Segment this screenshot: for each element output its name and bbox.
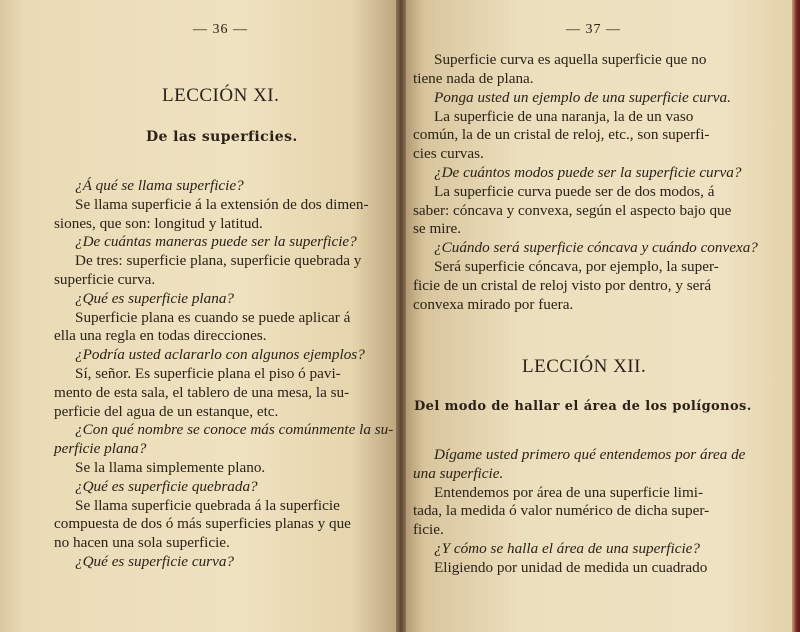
text-line: Se llama superficie á la extensión de dos dimen-	[75, 196, 369, 213]
question-line: ¿De cuántos modos puede ser la superficie curva?	[434, 164, 742, 181]
question-line: ¿Cuándo será superficie cóncava y cuándo convexa?	[434, 239, 758, 256]
text-line: mento de esta sala, el tablero de una mesa, la su-	[54, 384, 350, 401]
question-line: Dígame usted primero qué entendemos por área de	[434, 446, 746, 463]
lesson-subtitle: Del modo de hallar el área de los polígonos.	[414, 399, 752, 414]
question-line: ¿Y cómo se halla el área de una superficie?	[434, 540, 701, 557]
text-line: tada, la medida ó valor numérico de dicha super-	[413, 502, 710, 519]
text-line: se mire.	[413, 220, 462, 237]
question-line: ¿Qué es superficie curva?	[75, 553, 235, 570]
right-page	[400, 0, 800, 632]
text-line: Eligiendo por unidad de medida un cuadrado	[434, 559, 708, 576]
text-line: Será superficie cóncava, por ejemplo, la super-	[434, 258, 719, 275]
text-line: ficie.	[413, 521, 444, 538]
text-line: común, la de un cristal de reloj, etc., son superfi-	[413, 126, 710, 143]
text-line: convexa mirado por fuera.	[413, 296, 574, 313]
question-line: ¿Á qué se llama superficie?	[75, 177, 244, 194]
page-number: — 37 —	[566, 22, 621, 37]
text-line: Entendemos por área de una superficie limi-	[434, 484, 704, 501]
text-line: ficie de un cristal de reloj visto por dentro, y será	[413, 277, 712, 294]
text-line: saber: cóncava y convexa, según el aspecto bajo que	[413, 202, 732, 219]
question-line: perficie plana?	[54, 440, 147, 457]
question-line: ¿Podría usted aclararlo con algunos ejemplos?	[75, 346, 365, 363]
question-line: Ponga usted un ejemplo de una superficie curva.	[434, 89, 731, 106]
question-line: ¿Qué es superficie quebrada?	[75, 478, 258, 495]
text-line: De tres: superficie plana, superficie quebrada y	[75, 252, 362, 269]
page-number: — 36 —	[193, 22, 248, 37]
question-line: ¿De cuántas maneras puede ser la superficie?	[75, 233, 357, 250]
text-line: no hacen una sola superficie.	[54, 534, 230, 551]
book-spine	[396, 0, 406, 632]
question-line: ¿Qué es superficie plana?	[75, 290, 235, 307]
text-line: Sí, señor. Es superficie plana el piso ó pavi-	[75, 365, 341, 382]
text-line: Superficie plana es cuando se puede aplicar á	[75, 309, 351, 326]
text-line: perficie del agua de un estanque, etc.	[54, 403, 279, 420]
text-line: Se llama superficie quebrada á la superficie	[75, 497, 340, 514]
text-line: La superficie de una naranja, la de un vaso	[434, 108, 694, 125]
text-line: Superficie curva es aquella superficie que no	[434, 51, 707, 68]
text-line: La superficie curva puede ser de dos modos, á	[434, 183, 715, 200]
page-edge	[792, 0, 800, 632]
text-line: ella una regla en todas direcciones.	[54, 327, 267, 344]
text-line: tiene nada de plana.	[413, 70, 534, 87]
lesson-title: LECCIÓN XII.	[522, 356, 647, 377]
text-line: cies curvas.	[413, 145, 484, 162]
text-line: compuesta de dos ó más superficies planas y que	[54, 515, 351, 532]
text-line: siones, que son: longitud y latitud.	[54, 215, 263, 232]
text-line: Se la llama simplemente plano.	[75, 459, 266, 476]
question-line: una superficie.	[413, 465, 504, 482]
lesson-subtitle: De las superficies.	[146, 129, 298, 145]
text-line: superficie curva.	[54, 271, 156, 288]
lesson-title: LECCIÓN XI.	[162, 85, 280, 106]
question-line: ¿Con qué nombre se conoce más comúnmente la su-	[75, 421, 394, 438]
